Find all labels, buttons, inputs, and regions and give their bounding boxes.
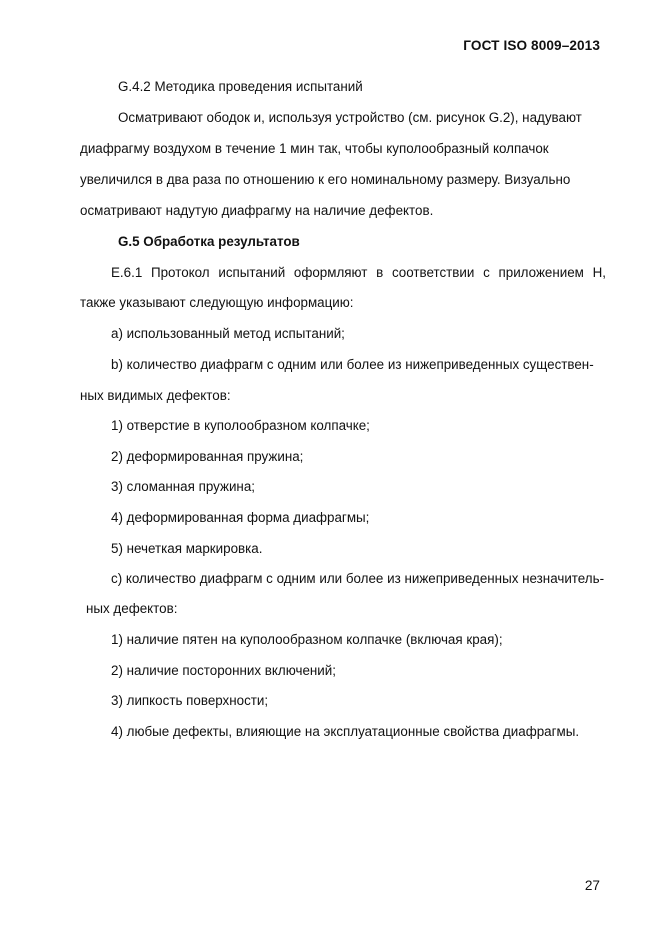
major-defect-item: 2) деформированная пружина; xyxy=(111,449,304,464)
section-heading-g5: G.5 Обработка результатов xyxy=(118,234,300,249)
list-item-b-continuation: ных видимых дефектов: xyxy=(80,388,231,403)
minor-defect-item: 4) любые дефекты, влияющие на эксплуатационные свойства диафрагмы. xyxy=(111,724,580,739)
paragraph-line: Осматривают ободок и, используя устройство (см. рисунок G.2), надувают xyxy=(118,110,582,125)
list-item-c-continuation: ных дефектов: xyxy=(86,601,178,616)
list-item-a: а) использованный метод испытаний; xyxy=(111,326,345,341)
page-number: 27 xyxy=(584,878,600,893)
list-item-c: с) количество диафрагм с одним или более из нижеприведенных незначитель- xyxy=(111,571,605,586)
minor-defect-item: 1) наличие пятен на куполообразном колпачке (включая края); xyxy=(111,632,503,647)
minor-defect-item: 2) наличие посторонних включений; xyxy=(111,663,336,678)
paragraph-line: увеличился в два раза по отношению к его номинальному размеру. Визуально xyxy=(80,172,571,187)
major-defect-item: 3) сломанная пружина; xyxy=(111,479,255,494)
major-defect-item: 5) нечеткая маркировка. xyxy=(111,541,263,556)
major-defect-item: 1) отверстие в куполообразном колпачке; xyxy=(111,418,370,433)
paragraph-line: Е.6.1 Протокол испытаний оформляют в соответствии с приложением Н, xyxy=(111,265,606,280)
paragraph-line: осматривают надутую диафрагму на наличие дефектов. xyxy=(80,203,434,218)
minor-defect-item: 3) липкость поверхности; xyxy=(111,693,269,708)
paragraph-line: диафрагму воздухом в течение 1 мин так, чтобы куполообразный колпачок xyxy=(80,141,549,156)
major-defect-item: 4) деформированная форма диафрагмы; xyxy=(111,510,370,525)
list-item-b: b) количество диафрагм с одним или более из нижеприведенных существен- xyxy=(111,357,594,372)
section-heading-g42: G.4.2 Методика проведения испытаний xyxy=(118,79,363,94)
standard-designation: ГОСТ ISO 8009–2013 xyxy=(463,38,600,53)
paragraph-line: также указывают следующую информацию: xyxy=(80,295,354,310)
